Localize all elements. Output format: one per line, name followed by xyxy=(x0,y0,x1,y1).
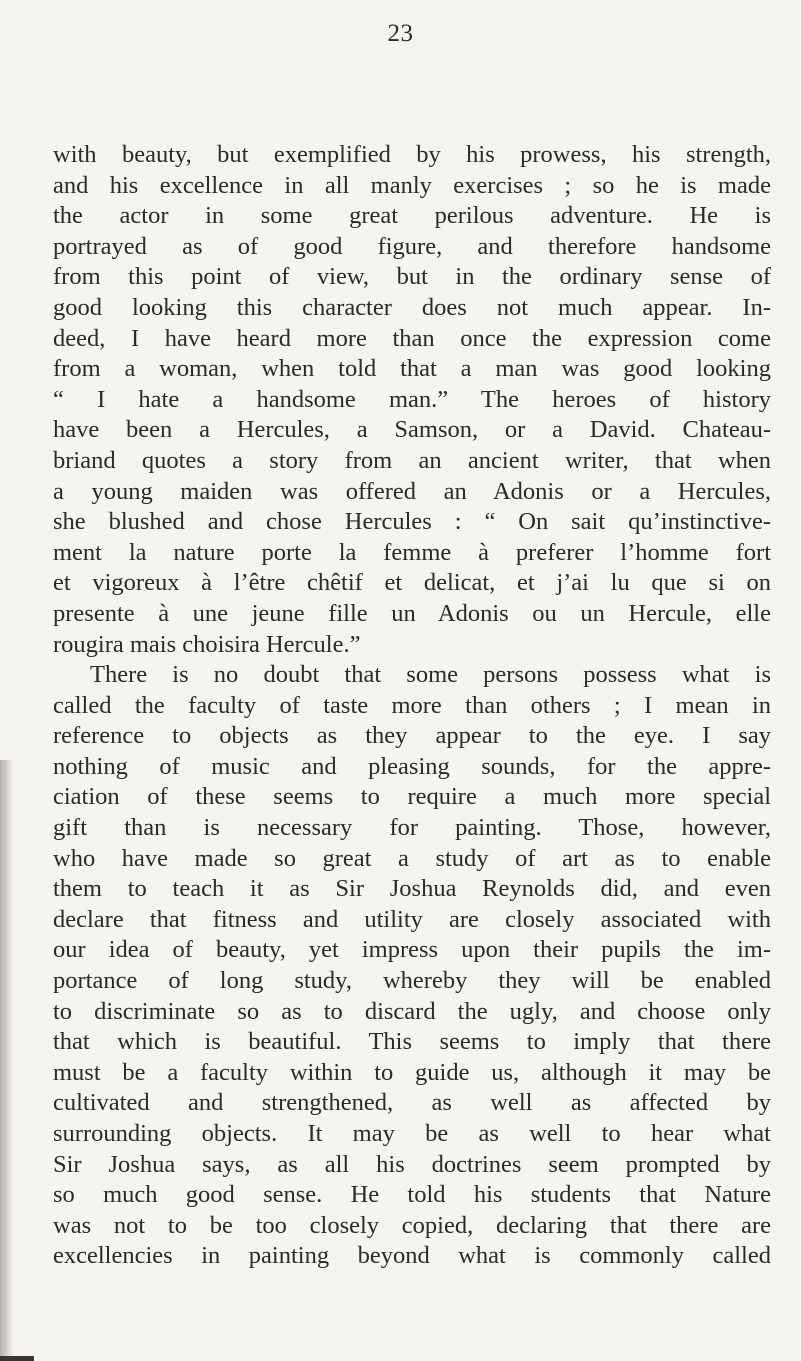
text-line: portrayed as of good figure, and therefore handsome xyxy=(53,232,771,260)
text-line: have been a Hercules, a Samson, or a David. Chateau- xyxy=(53,416,771,444)
body-text xyxy=(53,140,771,1272)
text-line: nothing of music and pleasing sounds, for the appre- xyxy=(53,752,771,780)
page-number: 23 xyxy=(387,20,414,47)
text-line: was not to be too closely copied, declaring that there are xyxy=(53,1211,771,1239)
text-line: rougira mais choisira Hercule.” xyxy=(53,630,361,658)
text-line: that which is beautiful. This seems to imply that there xyxy=(53,1028,771,1056)
text-line: and his excellence in all manly exercises ; so he is made xyxy=(53,171,771,199)
text-line: ment la nature porte la femme à preferer l’homme fort xyxy=(53,538,771,566)
text-line: presente à une jeune fille un Adonis ou un Hercule, elle xyxy=(53,599,771,627)
text-line: There is no doubt that some persons possess what is xyxy=(90,661,771,689)
text-line: with beauty, but exemplified by his prowess, his strength, xyxy=(53,141,771,168)
text-line: cultivated and strengthened, as well as affected by xyxy=(53,1089,771,1117)
text-line: who have made so great a study of art as to enable xyxy=(53,844,771,872)
text-line: et vigoreux à l’être chêtif et delicat, et j’ai lu que si on xyxy=(53,569,771,597)
text-line: surrounding objects. It may be as well to hear what xyxy=(53,1120,771,1147)
text-line: our idea of beauty, yet impress upon their pupils the im- xyxy=(53,936,771,964)
text-line: so much good sense. He told his students that Nature xyxy=(53,1181,771,1209)
gutter-mark xyxy=(0,1356,34,1361)
text-line: a young maiden was offered an Adonis or a Hercules, xyxy=(53,477,771,505)
text-line: called the faculty of taste more than others ; I mean in xyxy=(53,691,771,719)
text-line: them to teach it as Sir Joshua Reynolds did, and even xyxy=(53,875,771,903)
text-line: deed, I have heard more than once the expression come xyxy=(53,324,771,352)
text-line: portance of long study, whereby they will be enabled xyxy=(53,967,771,995)
text-line: reference to objects as they appear to the eye. I say xyxy=(53,722,771,750)
text-line: ciation of these seems to require a much more special xyxy=(53,783,771,811)
text-line: “ I hate a handsome man.” The heroes of history xyxy=(53,385,771,413)
text-line: Sir Joshua says, as all his doctrines seem prompted by xyxy=(53,1150,771,1178)
text-line: good looking this character does not much appear. In- xyxy=(53,293,771,321)
text-line: excellencies in painting beyond what is commonly called xyxy=(53,1242,771,1270)
text-line: to discriminate so as to discard the ugly, and choose only xyxy=(53,997,771,1025)
text-line: briand quotes a story from an ancient writer, that when xyxy=(53,446,771,474)
text-line: gift than is necessary for painting. Those, however, xyxy=(53,814,771,842)
text-line: must be a faculty within to guide us, although it may be xyxy=(53,1058,771,1086)
text-line: declare that fitness and utility are closely associated with xyxy=(53,905,771,933)
text-line: from a woman, when told that a man was good looking xyxy=(53,355,771,383)
text-line: the actor in some great perilous adventure. He is xyxy=(53,202,771,230)
text-line: from this point of view, but in the ordinary sense of xyxy=(53,263,771,291)
gutter-shadow xyxy=(0,760,14,1360)
text-line: she blushed and chose Hercules : “ On sait qu’instinctive- xyxy=(53,508,771,536)
